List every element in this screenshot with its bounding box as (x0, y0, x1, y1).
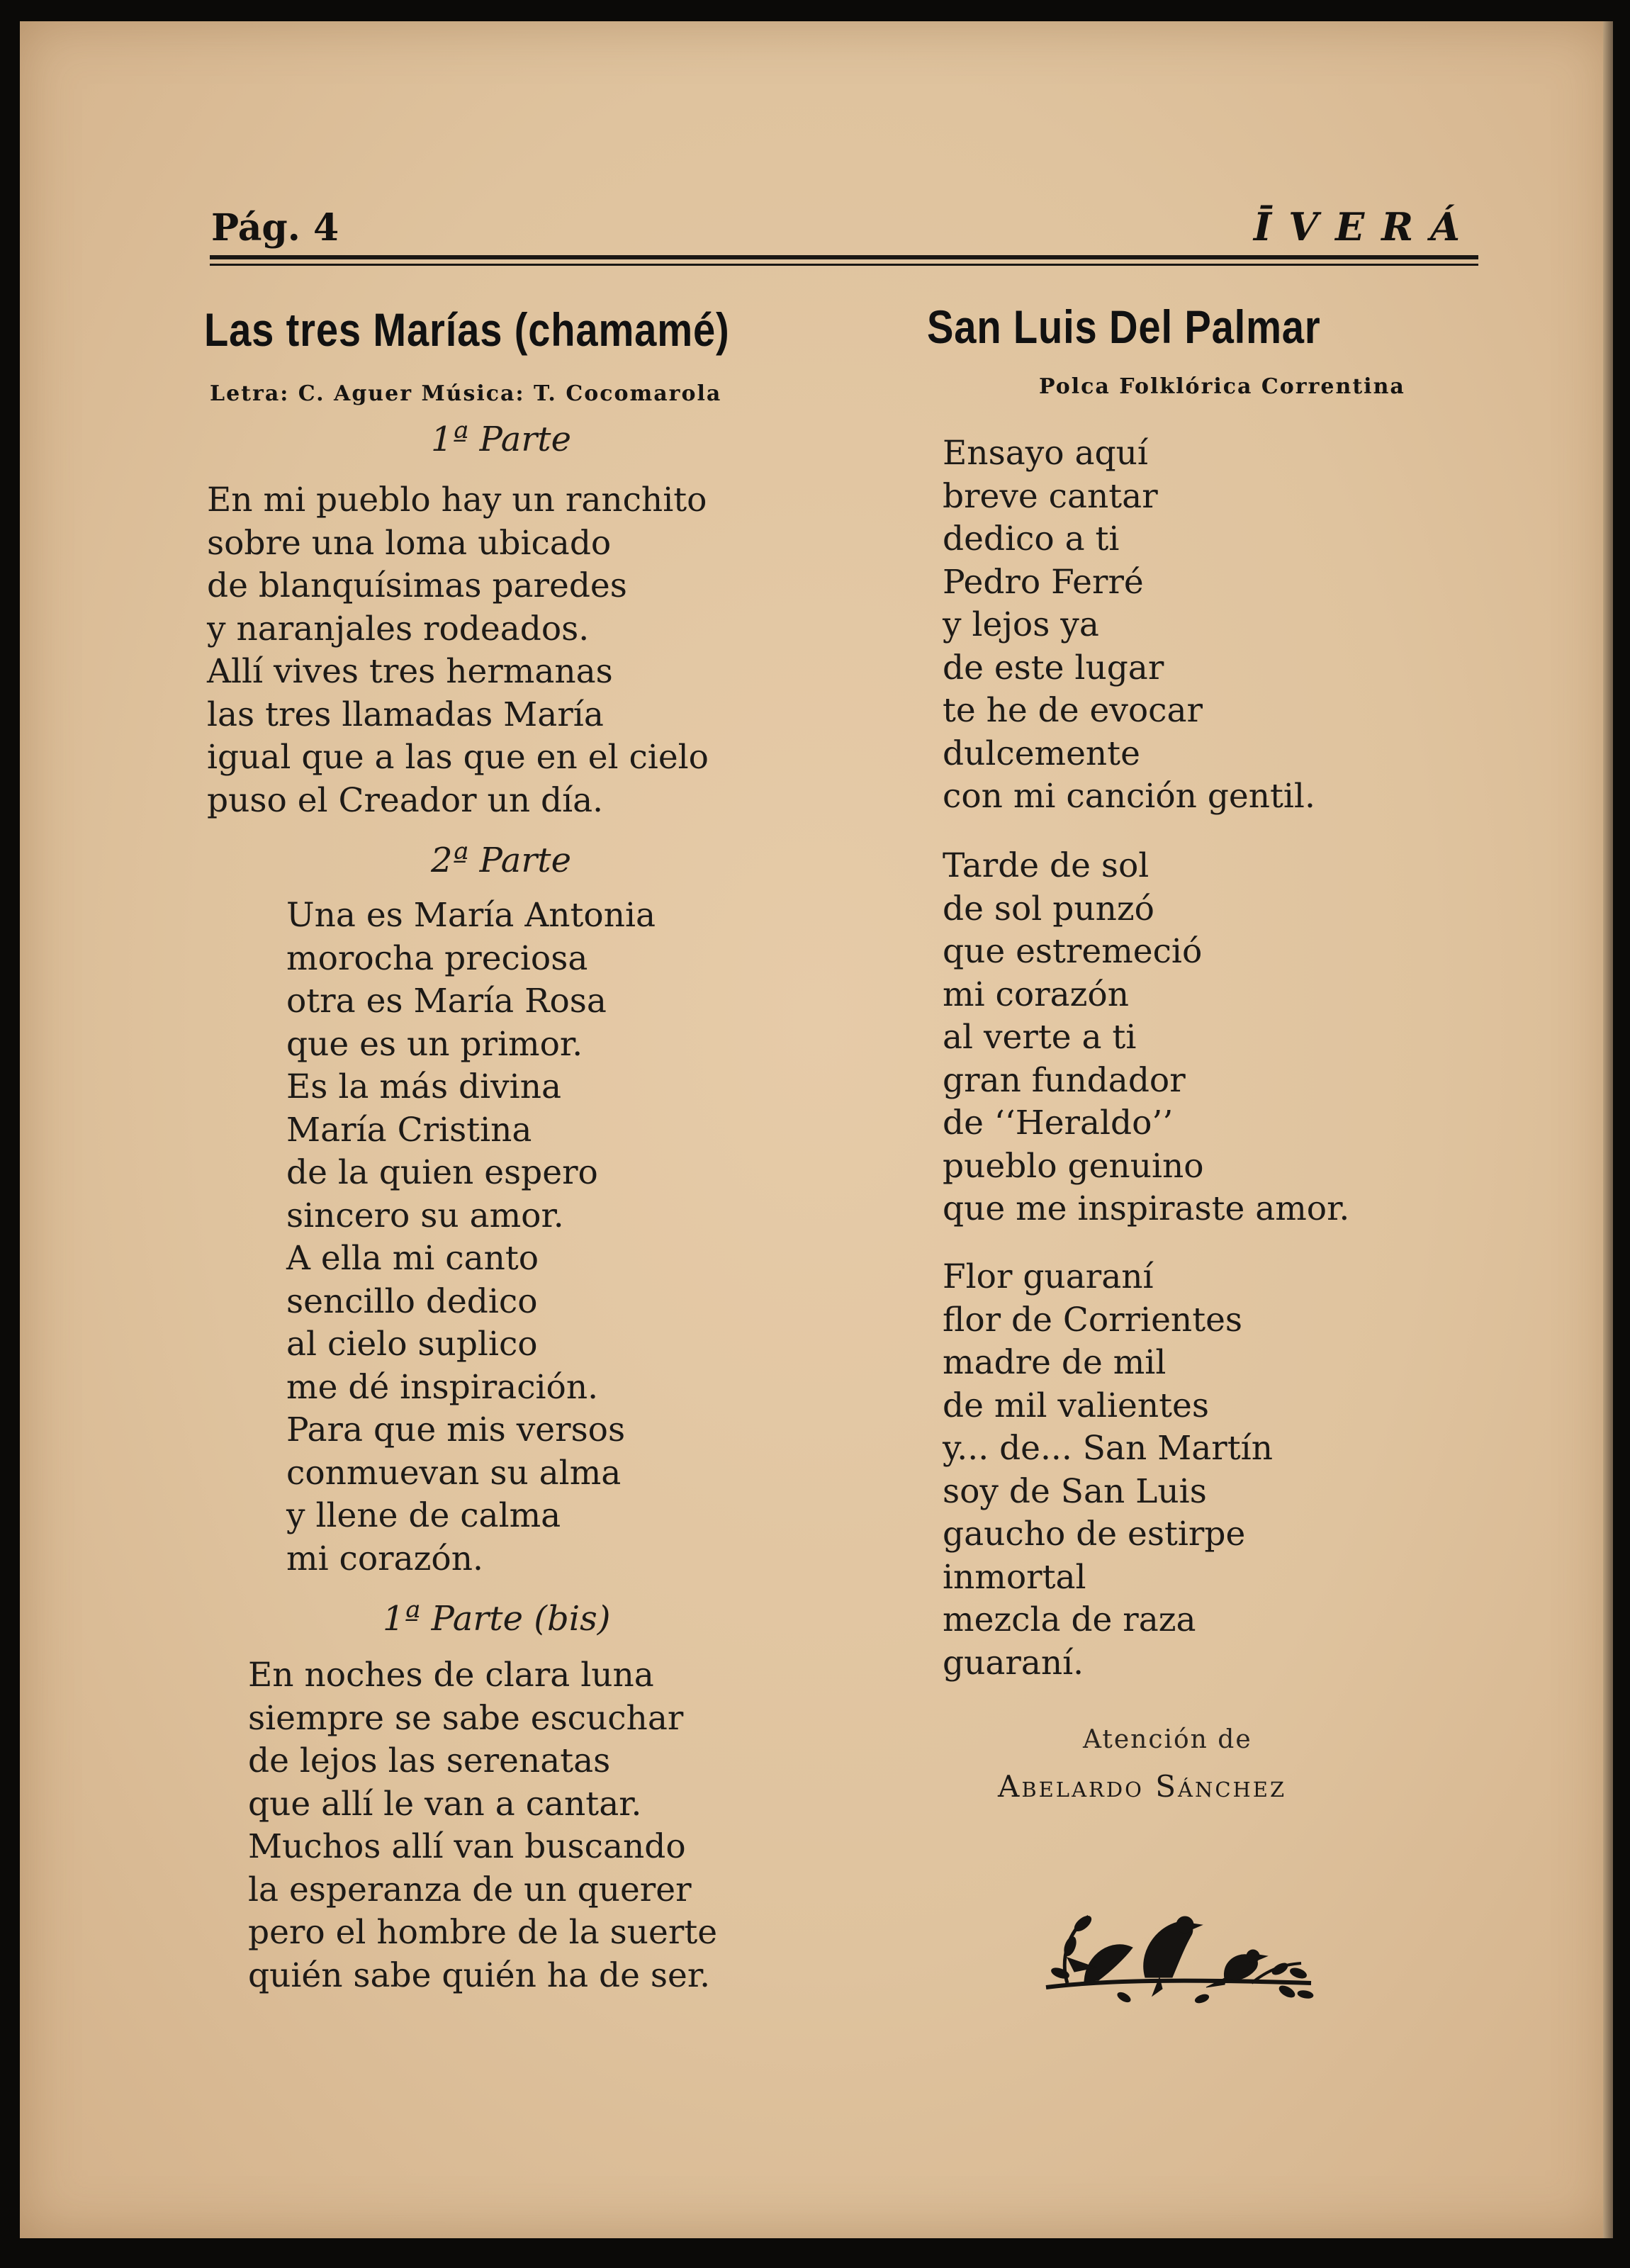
verse-line: inmortal (943, 1557, 1086, 1597)
verse-line: igual que a las que en el cielo (207, 738, 709, 777)
verse-line: mi corazón (943, 975, 1129, 1014)
left-part1-heading: 1ª Parte (431, 420, 571, 459)
verse-line: al cielo suplico (286, 1325, 538, 1364)
signature-attention: Atención de (1083, 1725, 1252, 1754)
verse-line: de blanquísimas paredes (207, 566, 627, 605)
left-song-title: Las tres Marías (chamamé) (204, 303, 730, 356)
verse-line: Una es María Antonia (286, 896, 656, 935)
verse-line: En mi pueblo hay un ranchito (207, 481, 707, 520)
verse-line: que allí le van a cantar. (248, 1784, 642, 1824)
verse-line: la esperanza de un querer (248, 1870, 692, 1909)
left-part2-verse (286, 894, 656, 1581)
verse-line: sincero su amor. (286, 1196, 564, 1235)
right-song-title: San Luis Del Palmar (927, 301, 1321, 353)
verse-line: mi corazón. (286, 1539, 483, 1578)
verse-line: Muchos allí van buscando (248, 1827, 686, 1866)
verse-line: y naranjales rodeados. (207, 609, 590, 649)
verse-line: quién sabe quién ha de ser. (248, 1955, 711, 1995)
page-number: Pág. 4 (211, 206, 339, 249)
page-header (211, 200, 1477, 249)
birds-on-branch-icon (1039, 1904, 1318, 2010)
verse-line: pero el hombre de la suerte (248, 1913, 718, 1952)
verse-line: Es la más divina (286, 1067, 562, 1106)
verse-line: siempre se sabe escuchar (248, 1698, 684, 1738)
header-rule-thin (210, 264, 1478, 266)
verse-line: de sol punzó (943, 889, 1154, 928)
verse-line: En noches de clara luna (248, 1656, 654, 1695)
verse-line: y llene de calma (286, 1496, 561, 1535)
verse-line: con mi canción gentil. (943, 777, 1315, 816)
verse-line: las tres llamadas María (207, 695, 604, 734)
verse-line: al verte a ti (943, 1018, 1137, 1057)
right-stanza2-verse (943, 845, 1349, 1231)
verse-line: María Cristina (286, 1110, 532, 1150)
verse-line: Tarde de sol (943, 846, 1150, 885)
verse-line: sencillo dedico (286, 1281, 538, 1321)
left-song-credit: Letra: C. Aguer Música: T. Cocomarola (210, 381, 722, 406)
verse-line: Flor guaraní (943, 1257, 1154, 1296)
verse-line: que es un primor. (286, 1024, 583, 1064)
verse-line: otra es María Rosa (286, 982, 607, 1021)
verse-line: madre de mil (943, 1343, 1167, 1382)
verse-line: que estremeció (943, 932, 1203, 971)
verse-line: Ensayo aquí (943, 434, 1148, 473)
verse-line: gaucho de estirpe (943, 1515, 1246, 1554)
verse-line: te he de evocar (943, 691, 1203, 730)
verse-line: de lejos las serenatas (248, 1741, 611, 1780)
verse-line: me dé inspiración. (286, 1367, 599, 1407)
verse-line: soy de San Luis (943, 1471, 1207, 1511)
verse-line: de ‘‘Heraldo’’ (943, 1104, 1174, 1143)
verse-line: morocha preciosa (286, 938, 588, 978)
left-part3-verse (248, 1654, 717, 1997)
left-song-title-wrap (204, 303, 822, 356)
page-spine (1603, 21, 1613, 2238)
verse-line: que me inspiraste amor. (943, 1189, 1350, 1228)
verse-line: puso el Creador un día. (207, 780, 604, 820)
left-part2-heading: 2ª Parte (431, 841, 571, 880)
verse-line: y... de... San Martín (943, 1429, 1273, 1468)
signature-name: Abelardo Sánchez (998, 1769, 1287, 1804)
verse-line: y lejos ya (943, 605, 1099, 644)
header-rule-thick (210, 255, 1478, 259)
verse-line: de mil valientes (943, 1386, 1209, 1425)
right-stanza3-verse (943, 1256, 1273, 1685)
verse-line: gran fundador (943, 1060, 1186, 1100)
verse-line: Allí vives tres hermanas (207, 652, 613, 691)
verse-line: Para que mis versos (286, 1410, 626, 1449)
magazine-title: ĪVERÁ (1253, 204, 1477, 249)
right-stanza1-verse (943, 432, 1315, 819)
verse-line: Pedro Ferré (943, 562, 1144, 602)
verse-line: dedico a ti (943, 520, 1120, 558)
verse-line: mezcla de raza (943, 1600, 1196, 1639)
verse-line: de este lugar (943, 648, 1164, 687)
verse-line: flor de Corrientes (943, 1300, 1243, 1340)
verse-line: de la quien espero (286, 1153, 598, 1192)
left-part1-verse (207, 479, 709, 822)
right-song-credit: Polca Folklórica Correntina (1039, 374, 1405, 399)
verse-line: pueblo genuino (943, 1146, 1204, 1186)
verse-line: sobre una loma ubicado (207, 523, 612, 563)
right-song-title-wrap (927, 301, 1390, 353)
verse-line: A ella mi canto (286, 1239, 539, 1278)
verse-line: dulcemente (943, 734, 1140, 773)
verse-line: conmuevan su alma (286, 1453, 622, 1493)
left-part3-heading: 1ª Parte (bis) (383, 1599, 611, 1639)
verse-line: breve cantar (943, 476, 1158, 516)
verse-line: guaraní. (943, 1643, 1084, 1683)
